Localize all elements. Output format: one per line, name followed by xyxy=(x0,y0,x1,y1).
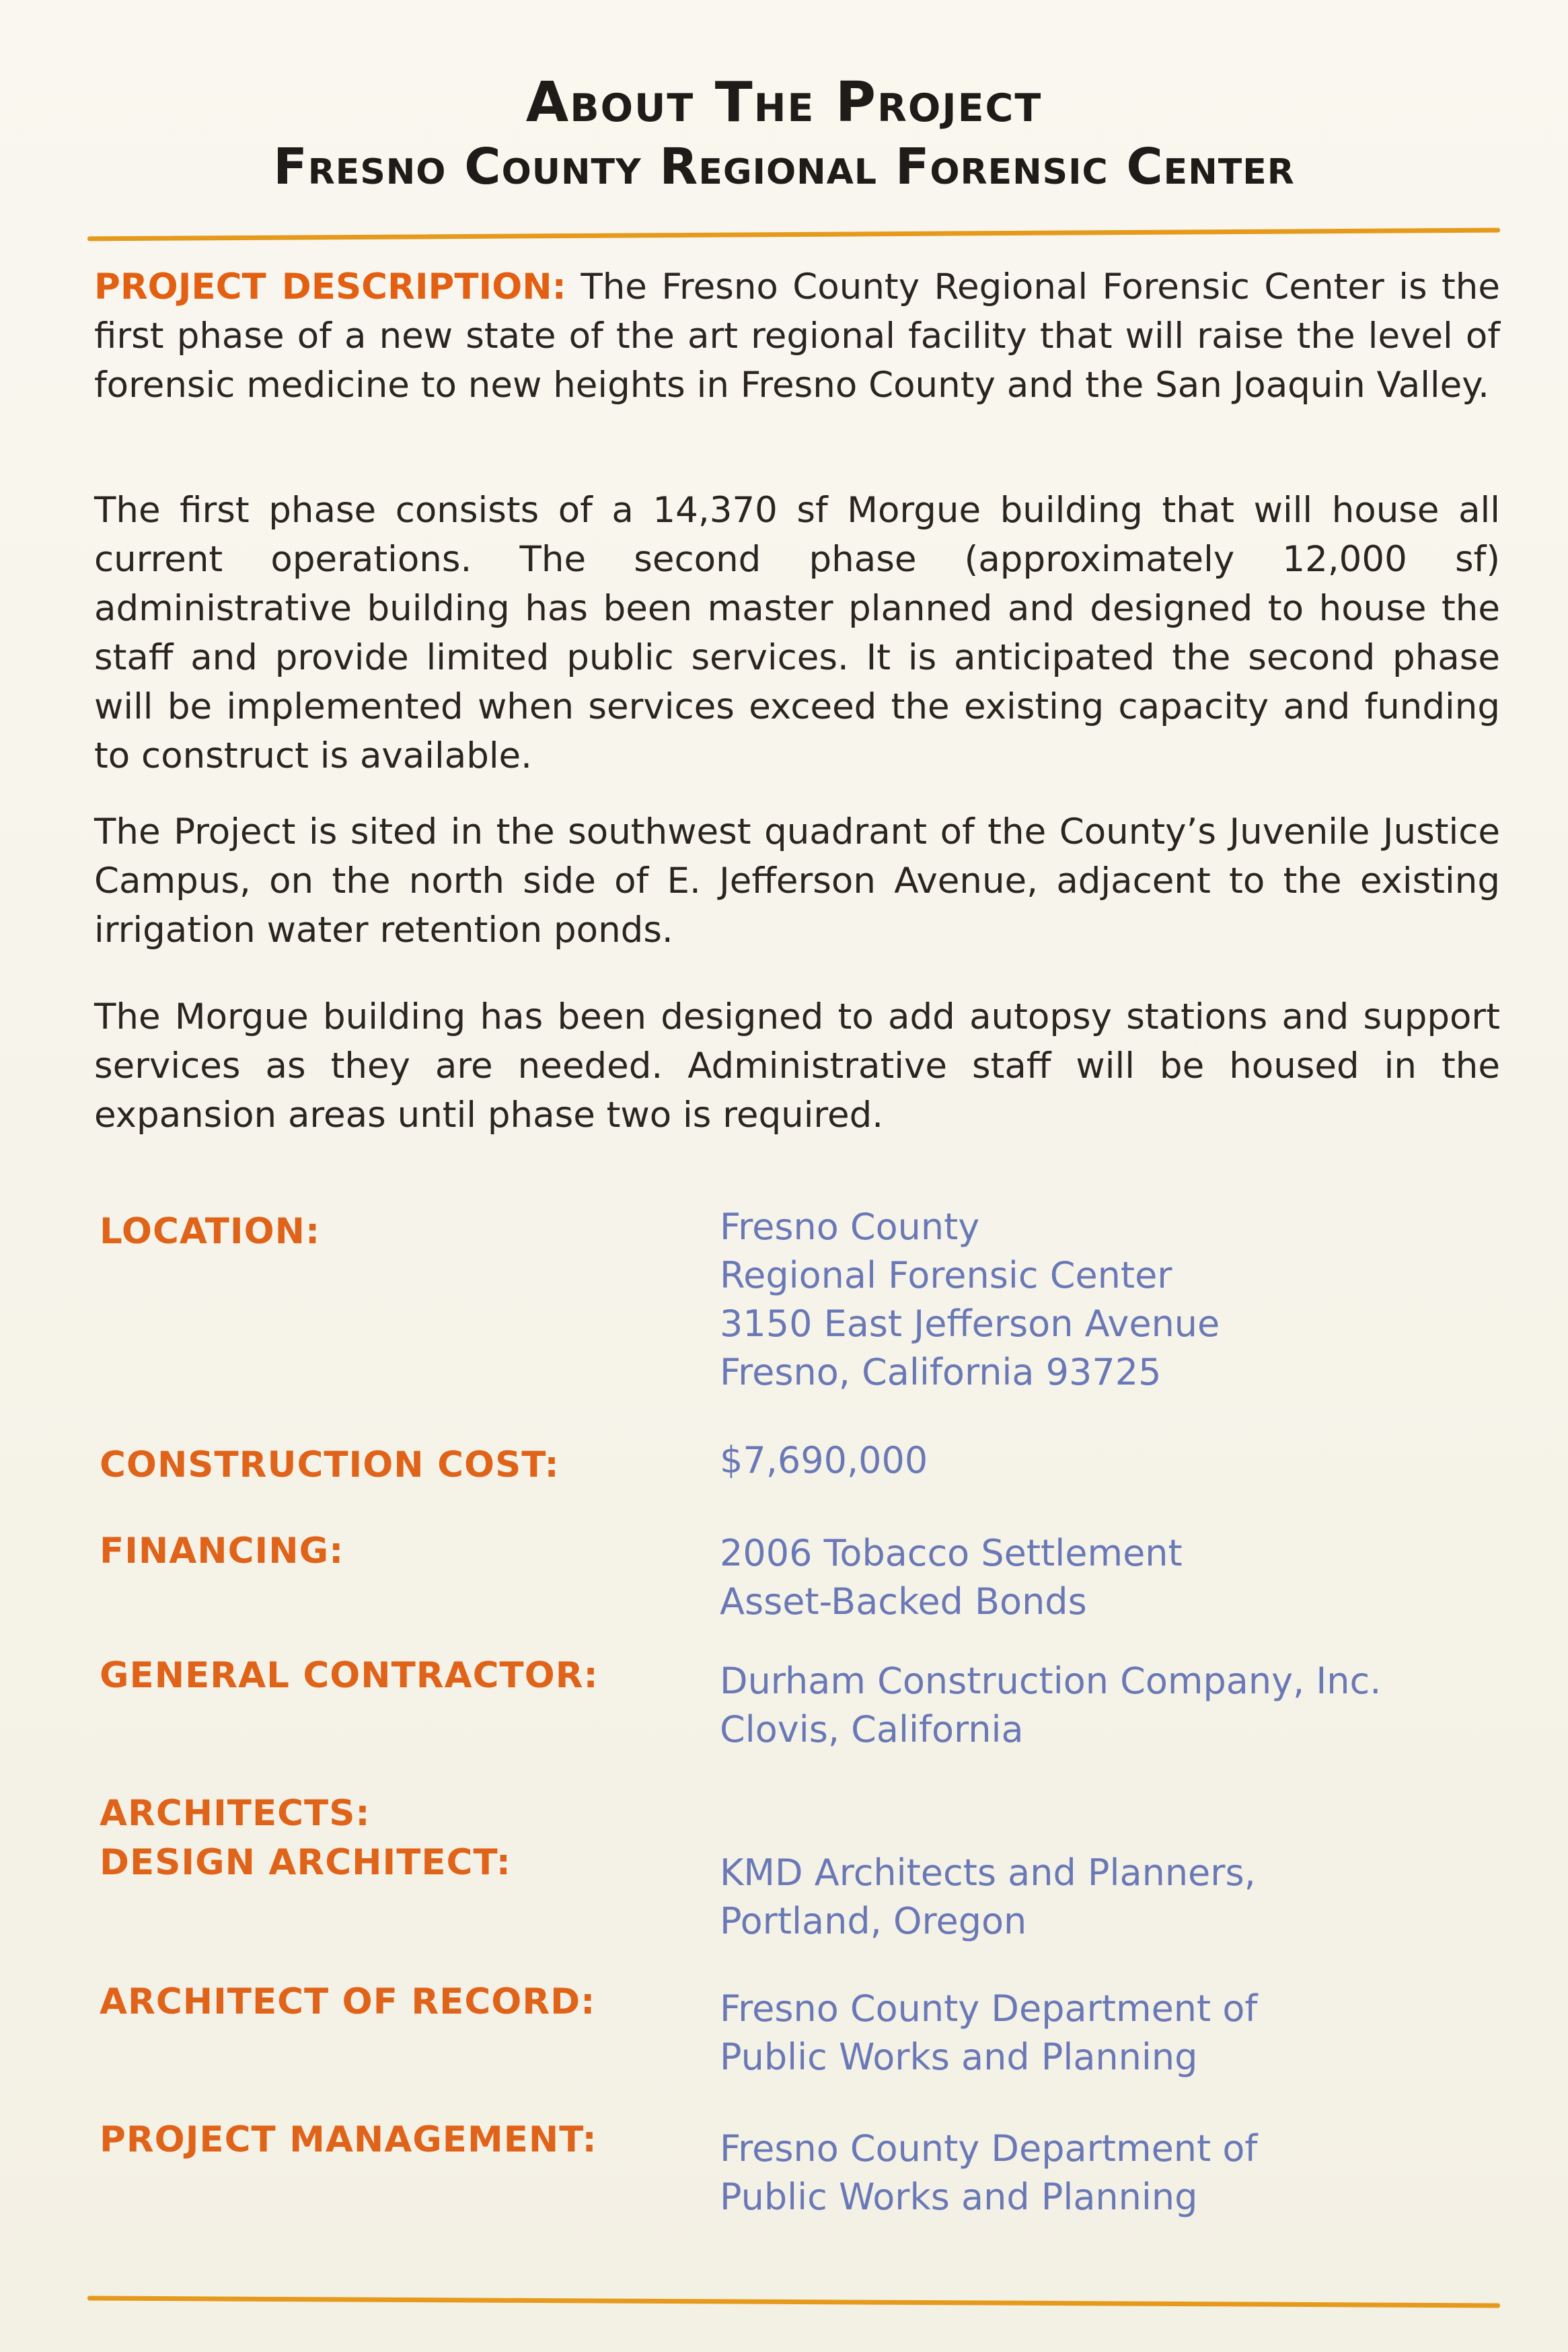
general-contractor-value xyxy=(720,1657,1381,1754)
design-architect-line: Portland, Oregon xyxy=(720,1900,1027,1942)
general-contractor-label: GENERAL CONTRACTOR: xyxy=(100,1655,599,1696)
financing-value xyxy=(720,1529,1183,1626)
page-subtitle: Fresno County Regional Forensic Center xyxy=(273,138,1295,196)
design-architect-value xyxy=(720,1849,1256,1946)
description-paragraph-2: The first phase consists of a 14,370 sf Morgue building that will house all current operations. The second phase (approximately 12,000 sf) administrative building has been master planned and designed to house the staff and provide limited public services. It is anticipated the second phase will be implemented when services exceed the existing capacity and funding to construct is available. xyxy=(94,490,1500,776)
project-management-line: Fresno County Department of xyxy=(720,2127,1258,2170)
general-contractor-line: Clovis, California xyxy=(720,1708,1024,1751)
construction-cost-label: CONSTRUCTION COST: xyxy=(100,1444,560,1485)
location-line: Fresno, California 93725 xyxy=(720,1351,1162,1393)
description-lead-label: PROJECT DESCRIPTION: xyxy=(94,266,566,307)
page-title: About The Project xyxy=(525,71,1043,135)
design-architect-line: KMD Architects and Planners, xyxy=(720,1851,1256,1894)
project-management-label: PROJECT MANAGEMENT: xyxy=(100,2119,597,2160)
general-contractor-line: Durham Construction Company, Inc. xyxy=(720,1660,1382,1702)
location-line: 3150 East Jefferson Avenue xyxy=(720,1302,1220,1345)
location-label: LOCATION: xyxy=(100,1211,321,1252)
design-architect-label: DESIGN ARCHITECT: xyxy=(100,1842,511,1883)
financing-line: 2006 Tobacco Settlement xyxy=(720,1532,1183,1574)
location-value xyxy=(720,1203,1220,1397)
architect-of-record-value xyxy=(720,1985,1257,2082)
project-management-line: Public Works and Planning xyxy=(720,2176,1198,2218)
bottom-divider xyxy=(87,2296,1500,2308)
architect-of-record-line: Fresno County Department of xyxy=(720,1987,1258,2030)
architect-of-record-label: ARCHITECT OF RECORD: xyxy=(100,1981,596,2022)
description-paragraph-4: The Morgue building has been designed to add autopsy stations and support services as they are needed. Administrative staff will be housed in the expansion areas until phase two is required. xyxy=(94,996,1500,1136)
location-line: Regional Forensic Center xyxy=(720,1254,1172,1296)
financing-line: Asset-Backed Bonds xyxy=(720,1580,1087,1623)
financing-label: FINANCING: xyxy=(100,1531,344,1572)
location-line: Fresno County xyxy=(720,1206,980,1248)
construction-cost-value: $7,690,000 xyxy=(720,1439,928,1481)
architects-label: ARCHITECTS: xyxy=(100,1793,371,1834)
description-paragraph-1 xyxy=(94,262,1500,410)
project-management-value xyxy=(720,2125,1257,2221)
top-divider xyxy=(87,228,1500,242)
architect-of-record-line: Public Works and Planning xyxy=(720,2036,1198,2078)
description-paragraph-3: The Project is sited in the southwest quadrant of the County’s Juvenile Justice Campus, on the north side of E. Jefferson Avenue, adjacent to the existing irrigation water retention ponds. xyxy=(94,811,1500,951)
description-paragraph-1-text: The Fresno County Regional Forensic Center is the first phase of a new state of the art regional facility that will raise the level of forensic medicine to new heights in Fresno County and the San Joaquin Valley. xyxy=(94,266,1500,406)
